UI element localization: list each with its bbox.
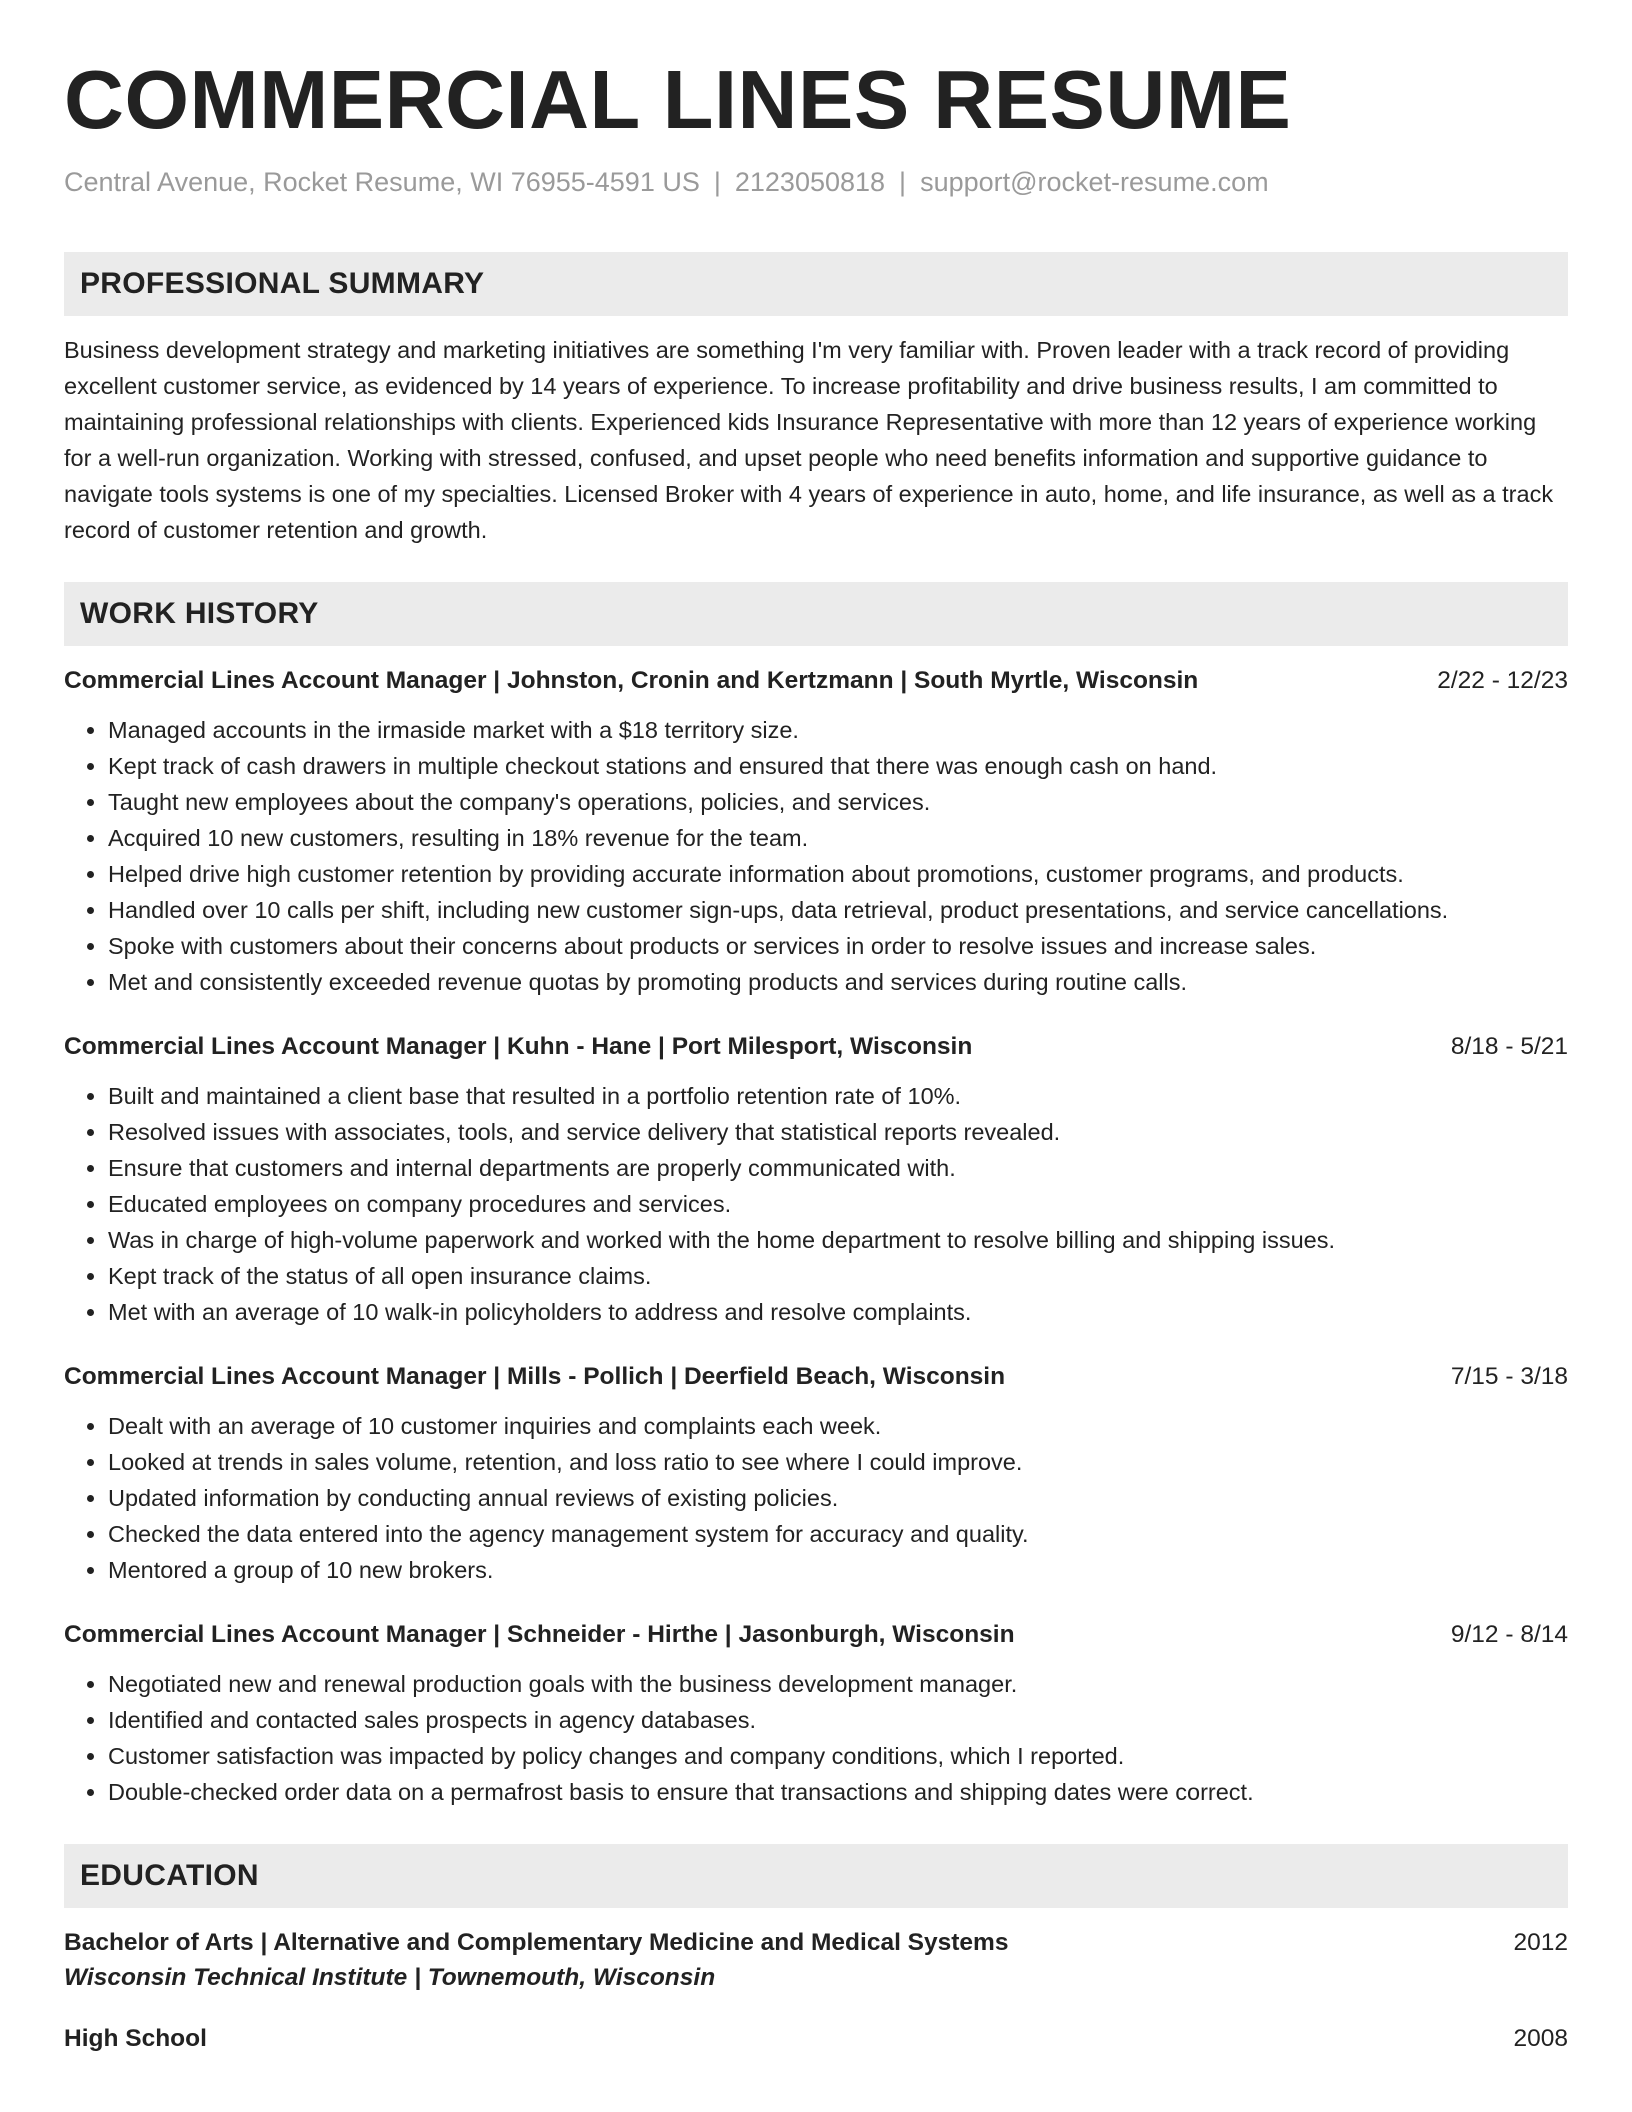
contact-separator: | <box>899 167 907 198</box>
job-dates: 8/18 - 5/21 <box>1450 1033 1568 1061</box>
job-bullets <box>64 1078 1568 1330</box>
job-bullet: • Was in charge of high-volume paperwork and worked with the home department to resolve billing and shipping issues. <box>108 1222 1568 1258</box>
job-bullet: • Resolved issues with associates, tools, and service delivery that statistical reports revealed. <box>108 1114 1568 1150</box>
job-bullet: • Checked the data entered into the agency management system for accuracy and quality. <box>108 1516 1568 1552</box>
job-bullet: • Double-checked order data on a permafrost basis to ensure that transactions and shipping dates were correct. <box>108 1774 1568 1810</box>
job-bullet: • Kept track of cash drawers in multiple checkout stations and ensured that there was enough cash on hand. <box>108 748 1568 784</box>
job-bullets <box>64 1666 1568 1810</box>
job-bullet: • Taught new employees about the company's operations, policies, and services. <box>108 784 1568 820</box>
contact-address: Central Avenue, Rocket Resume, WI 76955-4591 US <box>64 167 700 198</box>
job-bullet: • Helped drive high customer retention by providing accurate information about promotions, customer programs, and products. <box>108 856 1568 892</box>
job-bullet: • Met and consistently exceeded revenue quotas by promoting products and services during routine calls. <box>108 964 1568 1000</box>
education-header <box>64 2022 1568 2056</box>
education-school: Wisconsin Technical Institute | Townemouth, Wisconsin <box>64 1964 716 1992</box>
job-header <box>64 1360 1568 1394</box>
job-title: Commercial Lines Account Manager | Johnston, Cronin and Kertzmann | South Myrtle, Wisconsin <box>64 667 1199 695</box>
job-bullet: • Customer satisfaction was impacted by policy changes and company conditions, which I reported. <box>108 1738 1568 1774</box>
job-bullets <box>64 1408 1568 1588</box>
job-bullet: • Looked at trends in sales volume, retention, and loss ratio to see where I could improve. <box>108 1444 1568 1480</box>
section-header-education: EDUCATION <box>64 1844 1568 1908</box>
education-header <box>64 1926 1568 1960</box>
job-header <box>64 1030 1568 1064</box>
contact-email: support@rocket-resume.com <box>920 167 1269 198</box>
education-degree: High School <box>64 2025 207 2053</box>
job-bullet: • Built and maintained a client base that resulted in a portfolio retention rate of 10%. <box>108 1078 1568 1114</box>
job-title: Commercial Lines Account Manager | Schneider - Hirthe | Jasonburgh, Wisconsin <box>64 1621 1015 1649</box>
job-dates: 2/22 - 12/23 <box>1437 667 1568 695</box>
job-bullets <box>64 712 1568 1000</box>
job-title: Commercial Lines Account Manager | Mills - Pollich | Deerfield Beach, Wisconsin <box>64 1363 1006 1391</box>
job-header <box>64 1618 1568 1652</box>
contact-phone: 2123050818 <box>734 167 886 198</box>
job-bullet: • Managed accounts in the irmaside market with a $18 territory size. <box>108 712 1568 748</box>
job-bullet: • Educated employees on company procedures and services. <box>108 1186 1568 1222</box>
education-degree: Bachelor of Arts | Alternative and Complementary Medicine and Medical Systems <box>64 1929 1009 1957</box>
job-bullet: • Identified and contacted sales prospects in agency databases. <box>108 1702 1568 1738</box>
education-year: 2012 <box>1513 1929 1568 1957</box>
job-entry <box>64 1030 1568 1330</box>
education-year: 2008 <box>1513 2025 1568 2053</box>
job-entry <box>64 664 1568 1000</box>
job-header <box>64 664 1568 698</box>
job-dates: 9/12 - 8/14 <box>1450 1621 1568 1649</box>
section-header-summary: PROFESSIONAL SUMMARY <box>64 252 1568 316</box>
contact-line <box>64 165 1568 200</box>
education-entry <box>64 1926 1568 1996</box>
education-entry <box>64 2022 1568 2056</box>
summary-text: Business development strategy and marketing initiatives are something I'm very familiar with. Proven leader with a track record of providing excellent customer service, as evidenced by 14 years of experience. To increase profitability and drive business results, I am committed to maintaining professional relationships with clients. Experienced kids Insurance Representative with more than 12 years of experience working for a well-run organization. Working with stressed, confused, and upset people who need benefits information and supportive guidance to navigate tools systems is one of my specialties. Licensed Broker with 4 years of experience in auto, home, and life insurance, as well as a track record of customer retention and growth. <box>64 337 1554 544</box>
job-dates: 7/15 - 3/18 <box>1450 1363 1568 1391</box>
job-bullet: • Negotiated new and renewal production goals with the business development manager. <box>108 1666 1568 1702</box>
job-bullet: • Dealt with an average of 10 customer inquiries and complaints each week. <box>108 1408 1568 1444</box>
contact-separator: | <box>713 167 721 198</box>
job-entry <box>64 1618 1568 1810</box>
job-title: Commercial Lines Account Manager | Kuhn - Hane | Port Milesport, Wisconsin <box>64 1033 973 1061</box>
job-bullet: • Kept track of the status of all open insurance claims. <box>108 1258 1568 1294</box>
job-bullet: • Spoke with customers about their concerns about products or services in order to resolve issues and increase sales. <box>108 928 1568 964</box>
section-header-work-history: WORK HISTORY <box>64 582 1568 646</box>
job-bullet: • Updated information by conducting annual reviews of existing policies. <box>108 1480 1568 1516</box>
job-bullet: • Mentored a group of 10 new brokers. <box>108 1552 1568 1588</box>
resume-title: COMMERCIAL LINES RESUME <box>64 53 1292 146</box>
job-bullet: • Met with an average of 10 walk-in policyholders to address and resolve complaints. <box>108 1294 1568 1330</box>
job-bullet: • Ensure that customers and internal departments are properly communicated with. <box>108 1150 1568 1186</box>
job-bullet: • Handled over 10 calls per shift, including new customer sign-ups, data retrieval, product presentations, and service cancellations. <box>108 892 1568 928</box>
job-bullet: • Acquired 10 new customers, resulting in 18% revenue for the team. <box>108 820 1568 856</box>
job-entry <box>64 1360 1568 1588</box>
